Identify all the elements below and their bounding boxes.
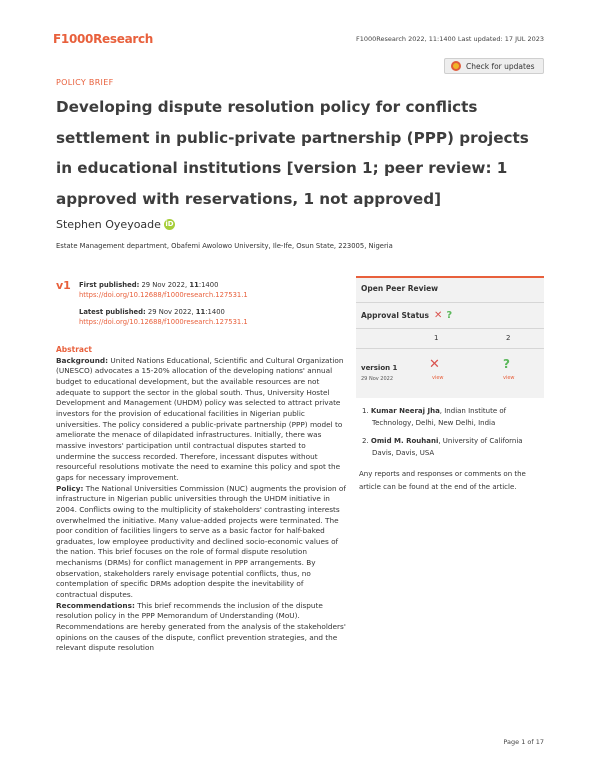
latest-published-ref: 11 [195,308,206,316]
reviewer-name[interactable]: Kumar Neeraj Jha [370,407,440,415]
article-type: POLICY BRIEF [56,78,114,87]
reviewer-name[interactable]: Omid M. Rouhani [370,437,439,445]
background-text: United Nations Educational, Scientific and Cultural Organization (UNESCO) advocates a 15-20% allocation of the developing nations' annual budget to educational development, but the available resources are not adequate to support the sector in the global south. Thus, University Hostel Development and Management (UHDM) policy was selected to attract private investors for the provision of educational facilities in Nigerian public universities. The policy considered a public-private partnership (PPP) model to ameliorate the menace of dilapidated infrastructures. Initially, there was massive investors' participation until contractual disputes started to undermine the success recorded. Therefore, incessant disputes without resourceful resolutions motivate the need to examine this policy and spot the gaps for necessary improvement. [56,355,344,482]
abstract [56,345,346,654]
article-title: Developing dispute resolution policy for conflicts settlement in public-private partnership (PPP) projects in educational institutions [version 1; peer review: 1 approved with reservations, 1 not approved] [56,98,529,208]
divider [356,348,544,349]
reviewer-affiliation: , University of California Davis, Davis, USA [372,437,523,457]
not-approved-icon: ✕ [433,310,443,321]
check-for-updates-button[interactable] [444,58,544,74]
first-published-doi-link[interactable]: https://doi.org/10.12688/f1000research.127531.1 [79,290,248,299]
reviewer-affiliation: , Indian Institute of Technology, Delhi, New Delhi, India [372,407,507,427]
divider [356,302,544,303]
approval-status-label: Approval Status [361,311,429,320]
orcid-icon[interactable]: iD [165,220,174,228]
first-published-ref-rest: :1400 [198,281,219,289]
policy-text: The National Universities Commission (NUC) augments the provision of infrastructure in Nigerian public universities through the UHDM initiative in 2004. Conflicts owing to the multiplicity of stakeholders' contrasting interests overwhelmed the initiative. Many value-added projects were terminated. The poor condition of facilities lingers to serve as a basic factor for half-baked graduates, low employee productivity and declined socio-economic values of the nation. This brief focuses on the role of formal dispute resolution mechanisms (DRMs) for conflict management in PPP arrangements. By observation, stakeholders rarely envisage potential conflicts, thus, no contemplation of specific DRMs adoption despite the inevitability of contractual disputes. [56,483,346,600]
reviewer-2-view-link[interactable]: view [503,375,515,381]
latest-published [79,308,248,318]
policy-label: Policy: [56,483,84,493]
latest-published-date: 29 Nov 2022, [147,308,194,316]
reviewer-item [362,436,546,459]
first-published [79,281,248,291]
author [56,218,175,231]
version-date: 29 Nov 2022 [361,376,394,382]
author-name[interactable]: Stephen Oyeyoade [56,218,161,231]
latest-published-label: Latest published: [79,308,146,316]
version-label: version 1 [361,364,398,372]
first-published-ref: 11 [189,281,199,289]
approved-with-reservations-icon: ? [446,310,453,321]
recommendations-text: This brief recommends the inclusion of the dispute resolution policy in the PPP Memorandum of Understanding (MoU). Recommendations are hereby generated from the analysis of the stakeholders' opinions on the causes of the dispute, conflict prevention strategies, and the relevant dispute resolution [56,600,346,653]
f1000-logo [53,32,153,46]
reviewer-1-view-link[interactable]: view [432,375,444,381]
open-peer-review-title: Open Peer Review [361,284,439,293]
version-tag: v1 [56,279,71,292]
header-citation: F1000Research 2022, 11:1400 Last updated: 17 JUL 2023 [355,35,544,43]
first-published-label: First published: [79,281,140,289]
check-for-updates-label: Check for updates [466,61,535,71]
crossmark-icon [451,61,461,71]
first-published-date: 29 Nov 2022, [141,281,188,289]
reports-note: Any reports and responses or comments on the article can be found at the end of the article. [359,470,526,491]
open-peer-review-box [356,276,544,398]
page-number: Page 1 of 17 [503,738,544,746]
abstract-policy [56,484,346,601]
approval-status [361,310,452,321]
affiliation: Estate Management department, Obafemi Awolowo University, Ile-Ife, Osun State, 223005, Nigeria [56,242,393,250]
reviewer-number: 2. [362,437,369,445]
reviewer-column-1: 1 [434,334,439,342]
abstract-background [56,356,346,484]
reviewer-number: 1. [362,407,369,415]
logo-prefix: F1000 [53,32,94,46]
divider [356,328,544,329]
background-label: Background: [56,355,109,365]
latest-published-ref-rest: :1400 [205,308,225,316]
publication-info [79,281,248,327]
reviewer-1-not-approved-icon[interactable]: ✕ [429,357,440,372]
reviewer-2-reservations-icon[interactable]: ? [503,357,510,371]
recommendations-label: Recommendations: [56,600,135,610]
latest-published-doi-link[interactable]: https://doi.org/10.12688/f1000research.127531.1 [79,317,248,326]
logo-suffix: Research [93,32,154,46]
abstract-recommendations [56,601,346,654]
abstract-heading: Abstract [56,345,93,354]
reviewer-item [362,406,546,429]
reviewer-list [362,406,546,466]
reviewer-column-2: 2 [506,334,511,342]
